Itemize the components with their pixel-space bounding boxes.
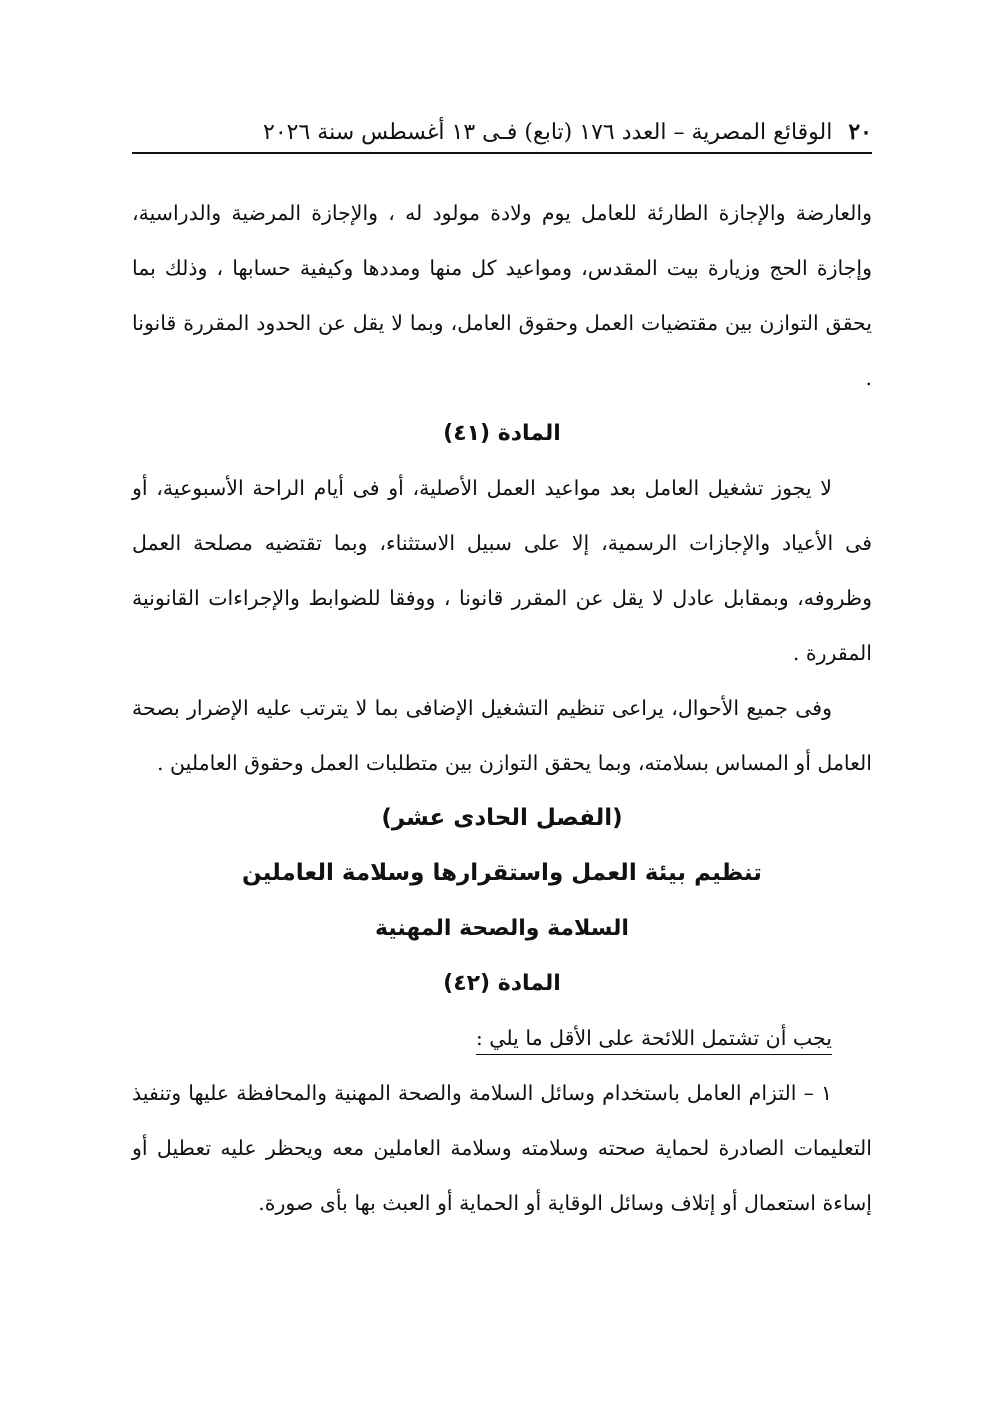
article-42-intro-line xyxy=(132,1011,872,1066)
article-42-title: المادة (٤٢) xyxy=(443,971,561,996)
paragraph-safety-obligations: ١ – التزام العامل باستخدام وسائل السلامة والصحة المهنية والمحافظة عليها وتنفيذ التعليمات الصادرة لحماية صحته وسلامته وسلامة العاملين معه ويحظر عليه تعطيل أو إساءة استعمال أو إتلاف وسائل الوقاية أو الحماية أو العبث بها بأى صورة. xyxy=(132,1081,872,1215)
paragraph-overtime-rule: لا يجوز تشغيل العامل بعد مواعيد العمل الأصلية، أو فى أيام الراحة الأسبوعية، أو فى الأعياد والإجازات الرسمية، إلا على سبيل الاستثناء، وبما تقتضيه مصلحة العمل وظروفه، وبمقابل عادل لا يقل عن المقرر قانونا ، ووفقا للضوابط والإجراءات القانونية المقررة . xyxy=(132,476,872,665)
page-header xyxy=(132,112,872,154)
paragraph-overtime-safety: وفى جميع الأحوال، يراعى تنظيم التشغيل الإضافى بما لا يترتب عليه الإضرار بصحة العامل أو المساس بسلامته، وبما يحقق التوازن بين متطلبات العمل وحقوق العاملين . xyxy=(132,696,872,775)
chapter-subtitle: تنظيم بيئة العمل واستقرارها وسلامة العاملين xyxy=(242,860,762,886)
chapter-title: (الفصل الحادى عشر) xyxy=(381,805,623,831)
article-42-intro: يجب أن تشتمل اللائحة على الأقل ما يلي : xyxy=(476,1026,832,1055)
article-41-title: المادة (٤١) xyxy=(443,421,561,446)
page-number: ٢٠ xyxy=(848,119,872,145)
paragraph-leave-types: والعارضة والإجازة الطارئة للعامل يوم ولادة مولود له ، والإجازة المرضية والدراسية، وإجازة الحج وزيارة بيت المقدس، ومواعيد كل منها ومددها وكيفية حسابها ، وذلك بما يحقق التوازن بين مقتضيات العمل وحقوق العامل، وبما لا يقل عن الحدود المقررة قانونا . xyxy=(132,201,872,390)
running-title: الوقائع المصرية – العدد ١٧٦ (تابع) فـى ١٣ أغسطس سنة ٢٠٢٦ xyxy=(263,119,833,145)
page-body xyxy=(132,186,872,1231)
section-title: السلامة والصحة المهنية xyxy=(375,916,629,941)
